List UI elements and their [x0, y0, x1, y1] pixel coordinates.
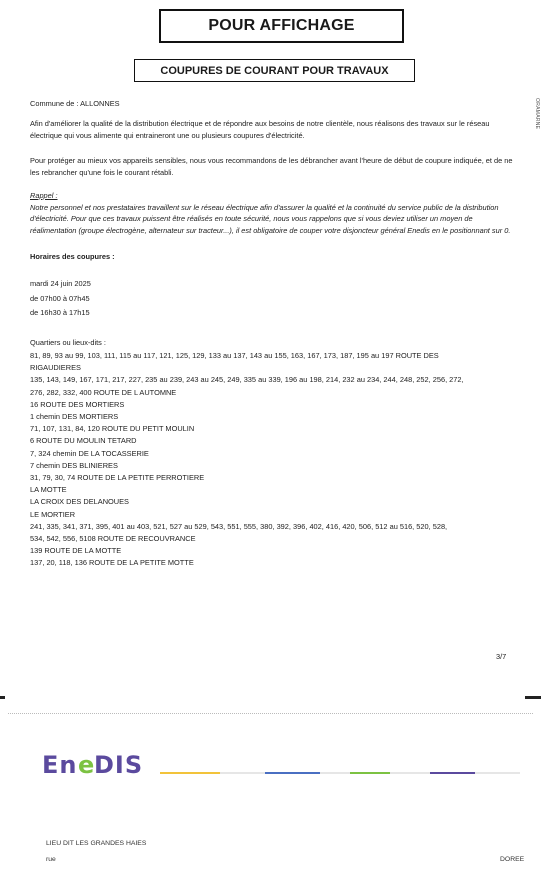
quartier-line: LA CROIX DES DELANOUES — [30, 497, 129, 507]
footer-address-line-1: LIEU DIT LES GRANDES HAIES — [46, 840, 147, 847]
quartier-line: RIGAUDIERES — [30, 363, 81, 373]
intro-paragraph: Afin d'améliorer la qualité de la distribution électrique et de répondre aux besoins de notre clientèle, nous réalisons des travaux sur le réseau électrique qui vous alimente qui entraineront une ou plusieurs coupures d'électricité. — [30, 119, 490, 140]
horaires-block — [30, 278, 91, 319]
footer-line-yellow-segment — [160, 772, 220, 774]
quartier-line: 6 ROUTE DU MOULIN TETARD — [30, 436, 137, 446]
quartier-line: 71, 107, 131, 84, 120 ROUTE DU PETIT MOULIN — [30, 424, 195, 434]
advice-paragraph: Pour protéger au mieux vos appareils sensibles, nous vous recommandons de les débrancher avant l'heure de début de coupure indiquée, et de ne les rebrancher qu'une fois le courant rétabli. — [30, 156, 513, 177]
footer-line-blue-segment — [265, 772, 320, 774]
rappel-label: Rappel : — [30, 191, 58, 200]
footer-city: DOREE — [500, 856, 525, 863]
quartier-line: 241, 335, 341, 371, 395, 401 au 403, 521, 527 au 529, 543, 551, 555, 380, 392, 396, 402, 416, 420, 506, 512 au 516, 520, 528, — [30, 521, 448, 531]
quartier-line: 276, 282, 332, 400 ROUTE DE L AUTOMNE — [30, 387, 177, 397]
rappel-block — [30, 190, 515, 236]
quartier-line: 31, 79, 30, 74 ROUTE DE LA PETITE PERROTIERE — [30, 473, 205, 483]
footer-address-line-2: rue — [46, 856, 56, 863]
horaires-slot-2: de 16h30 à 17h15 — [30, 308, 90, 317]
quartier-line: 1 chemin DES MORTIERS — [30, 412, 119, 422]
rappel-text: Notre personnel et nos prestataires travaillent sur le réseau électrique afin d'assurer la qualité et la continuité du service public de la distribution d'électricité. Pour que ces travaux puissent être réalisés en toute sécurité, nous vous rappelons que si vous deviez utiliser un moyen de réalimentation (groupe électrogène, alternateur sur tracteur...), il est obligatoire de couper votre disjoncteur général Enedis en le positionnant sur 0. — [30, 202, 511, 235]
document-subtitle — [134, 59, 415, 82]
quartier-line: LA MOTTE — [30, 485, 67, 495]
enedis-logo-mark — [42, 750, 154, 780]
document-subtitle-text: COUPURES DE COURANT POUR TRAVAUX — [160, 64, 389, 77]
footer-line-green-segment — [350, 772, 390, 774]
svg-text:e: e — [78, 751, 96, 779]
scan-edge-mark-left — [0, 696, 5, 699]
scan-edge-mark-right — [525, 696, 541, 699]
commune-line: Commune de : ALLONNES — [30, 99, 120, 108]
quartier-line: 534, 542, 556, 5108 ROUTE DE RECOUVRANCE — [30, 534, 196, 544]
horaires-heading: Horaires des coupures : — [30, 252, 115, 261]
document-title-text: POUR AFFICHAGE — [208, 17, 355, 34]
footer-line-purple-segment — [430, 772, 475, 774]
quartier-line: 7, 324 chemin DE LA TOCASSERIE — [30, 448, 149, 458]
svg-text:En: En — [42, 751, 78, 779]
quartier-line: 7 chemin DES BLINIERES — [30, 460, 118, 470]
horaires-date: mardi 24 juin 2025 — [30, 279, 91, 288]
quartier-line: 81, 89, 93 au 99, 103, 111, 115 au 117, 121, 125, 129, 133 au 137, 143 au 155, 163, 167, 173, 187, 195 au 197 ROUTE DES — [30, 351, 439, 360]
side-scan-mark: ORAMARNE — [534, 98, 540, 130]
horaires-slot-1: de 07h00 à 07h45 — [30, 293, 90, 303]
page-number: 3/7 — [496, 652, 507, 661]
quartier-line: 16 ROUTE DES MORTIERS — [30, 399, 125, 409]
quartier-line: LE MORTIER — [30, 509, 76, 519]
quartier-line: 137, 20, 118, 136 ROUTE DE LA PETITE MOTTE — [30, 558, 194, 568]
document-title — [159, 9, 404, 43]
quartier-line: 139 ROUTE DE LA MOTTE — [30, 546, 122, 556]
quartiers-heading: Quartiers ou lieux-dits : — [30, 338, 106, 347]
quartiers-list — [30, 350, 520, 570]
enedis-logo — [42, 750, 154, 786]
quartier-line: 135, 143, 149, 167, 171, 217, 227, 235 au 239, 243 au 245, 249, 335 au 339, 196 au 198, 214, 232 au 234, 244, 248, 252, 256, 272, — [30, 375, 464, 385]
scan-separator — [8, 713, 533, 714]
svg-text:DIS: DIS — [94, 751, 144, 779]
